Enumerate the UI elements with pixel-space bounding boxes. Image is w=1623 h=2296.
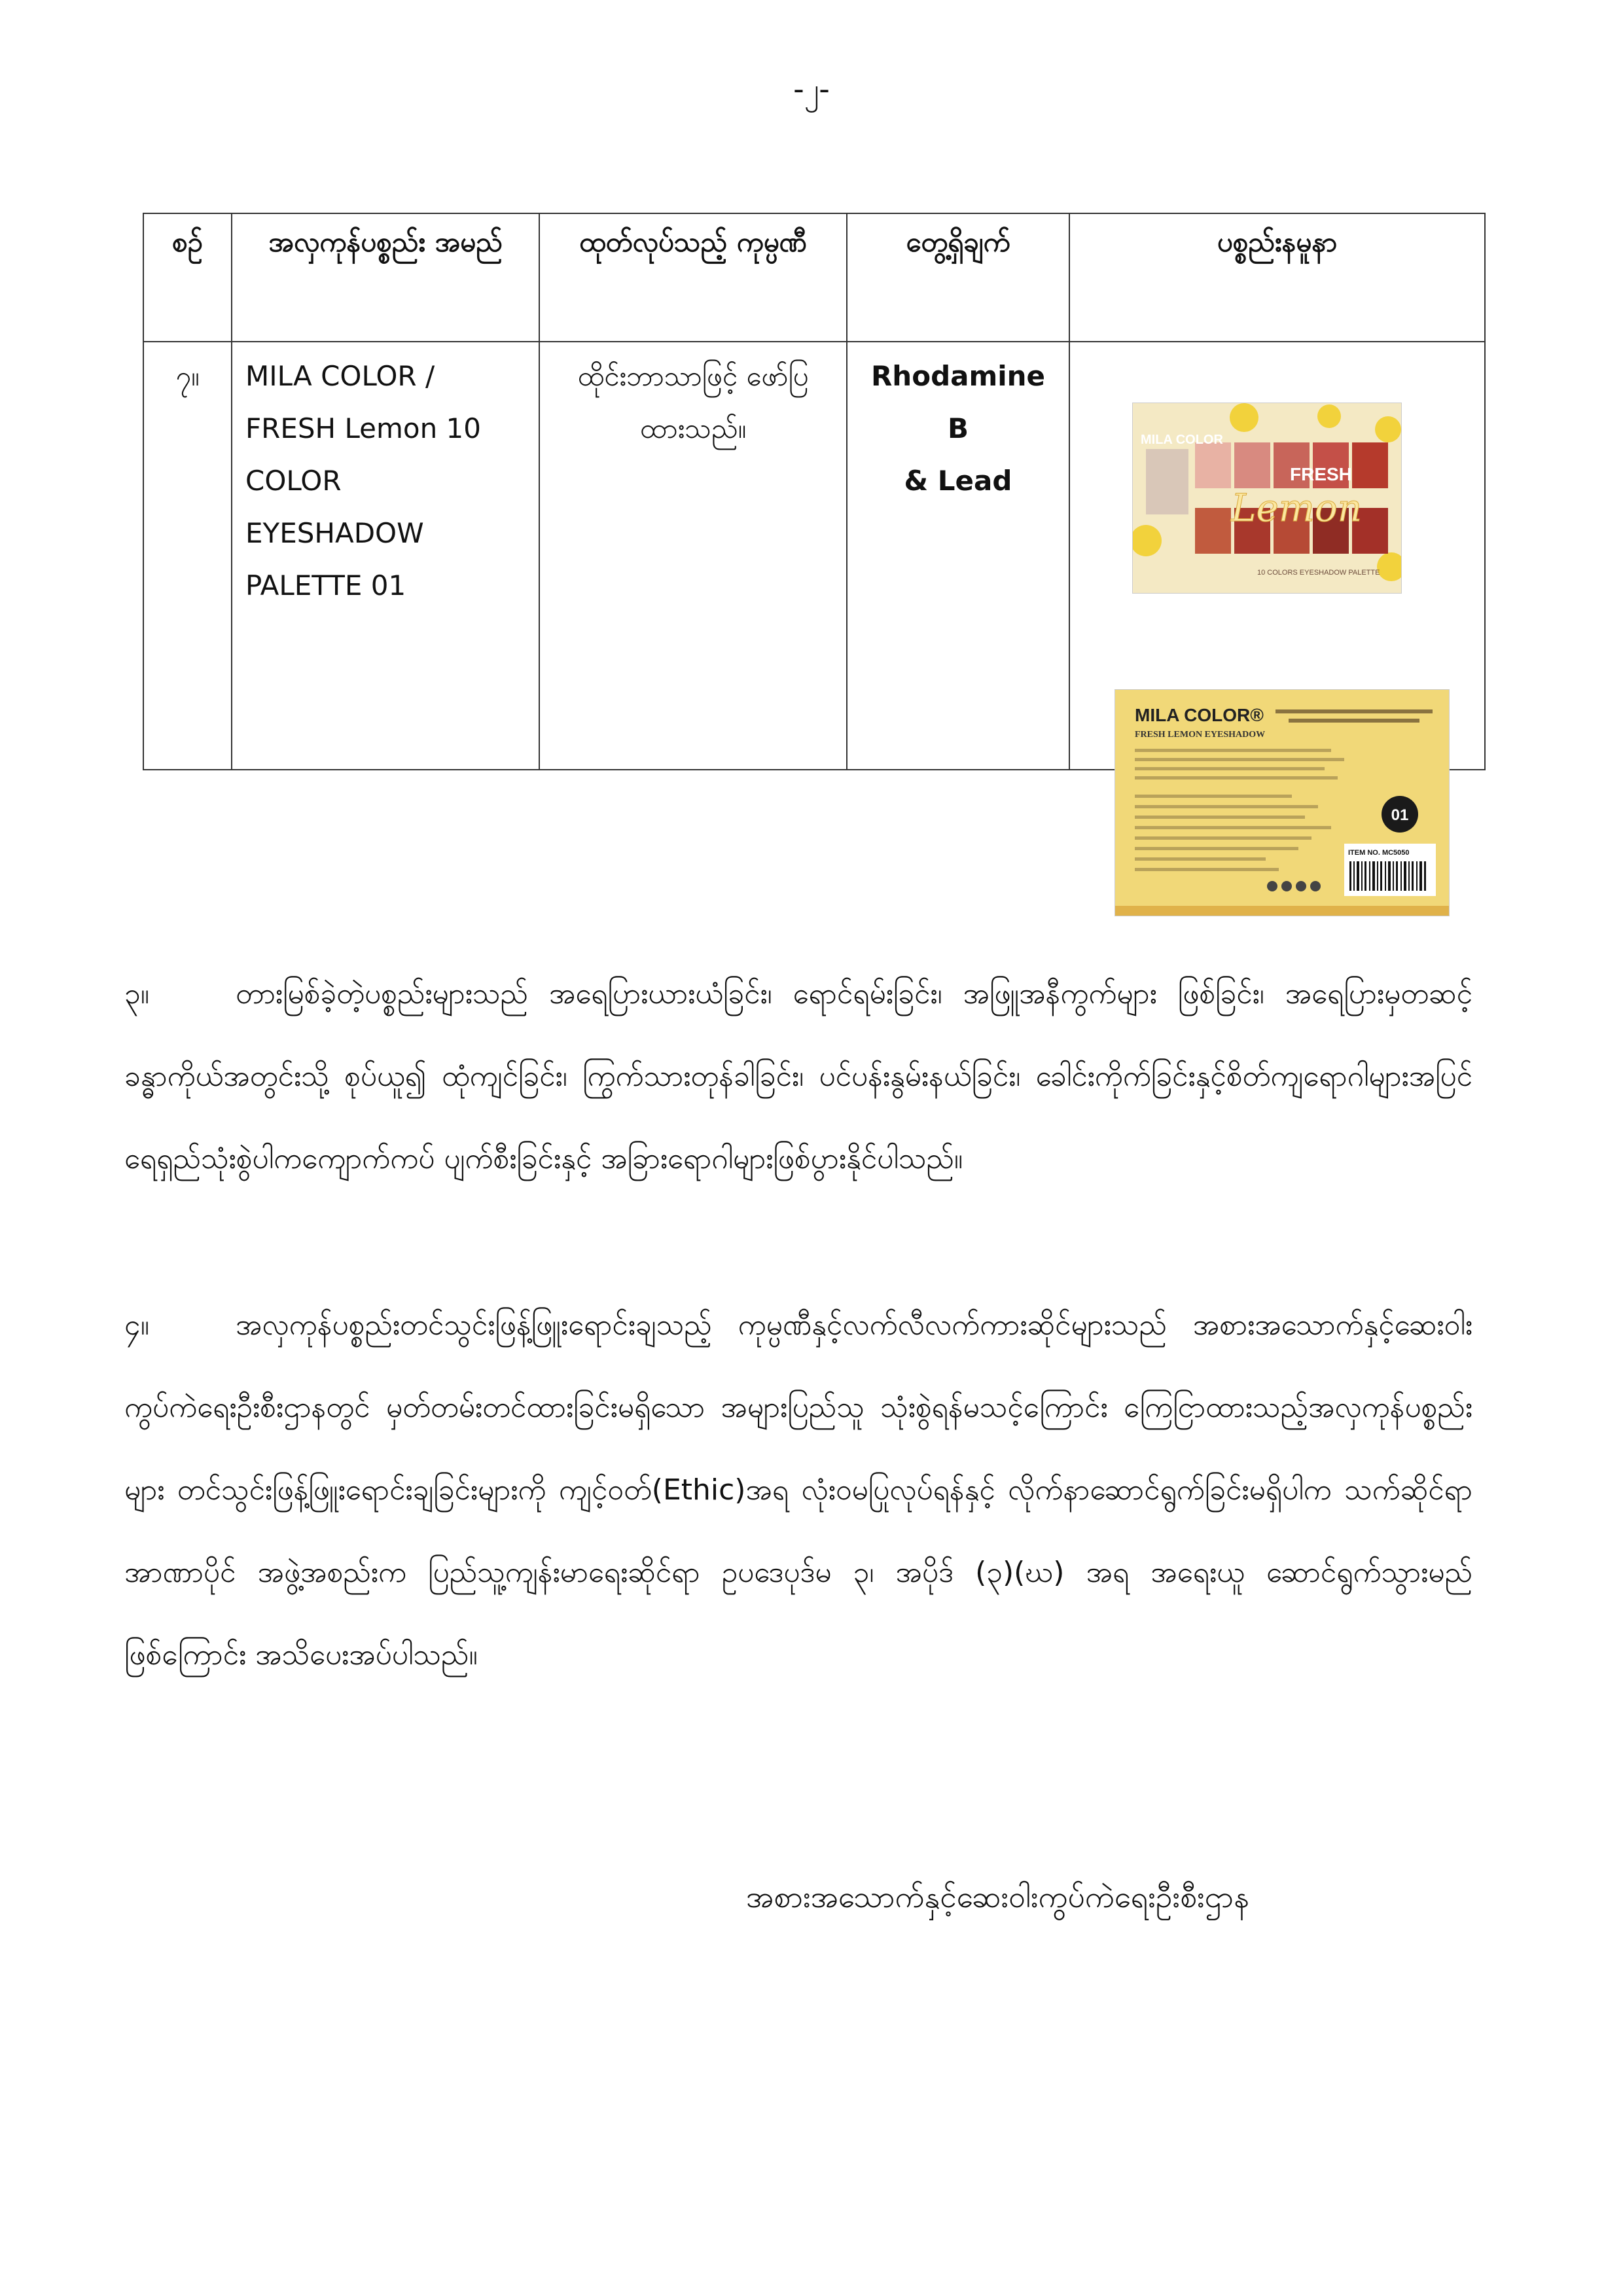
finding-line: Rhodamine B <box>870 360 1046 444</box>
paragraph-4 <box>124 1284 1472 1696</box>
table-header-row <box>143 213 1485 342</box>
back-brand-text: MILA COLOR® <box>1135 705 1264 725</box>
table-row <box>143 342 1485 770</box>
header-product: အလှကုန်ပစ္စည်း အမည် <box>232 213 539 342</box>
header-manufacturer: ထုတ်လုပ်သည့် ကုမ္ပဏီ <box>539 213 847 342</box>
paragraph-text: တားမြစ်ခဲ့တဲ့ပစ္စည်းများသည် အရေပြားယားယံခြင်း၊ ရောင်ရမ်းခြင်း၊ အဖြူအနီကွက်များ ဖြစ်ခြင်း၊ အရေပြားမှတဆင့်ခန္ဓာကိုယ်အတွင်းသို့ စုပ်ယူ၍ ထုံကျင်ခြင်း၊ ကြွက်သားတုန်ခါခြင်း၊ ပင်ပန်းနွမ်းနယ်ခြင်း၊ ခေါင်းကိုက်ခြင်းနှင့်စိတ်ကျရောဂါများအပြင် ရေရှည်သုံးစွဲပါကကျောက်ကပ် ပျက်စီးခြင်းနှင့် အခြားရောဂါများဖြစ်ပွားနိုင်ပါသည်။ <box>124 977 1472 1175</box>
cell-product <box>232 342 539 770</box>
cell-manufacturer: ထိုင်းဘာသာဖြင့် ဖော်ပြထားသည်။ <box>539 342 847 770</box>
front-subtitle-text: 10 COLORS EYESHADOW PALETTE <box>1257 569 1380 577</box>
cell-no: ၇။ <box>143 342 232 770</box>
front-title-1-text: FRESH <box>1290 464 1352 484</box>
paragraph-3 <box>124 953 1472 1200</box>
sample-back-photo <box>1115 689 1450 916</box>
front-brand-text: MILA COLOR <box>1141 433 1223 447</box>
paragraph-text: အလှကုန်ပစ္စည်းတင်သွင်းဖြန့်ဖြူးရောင်းချသည့် ကုမ္ပဏီနှင့်လက်လီလက်ကားဆိုင်များသည် အစားအသောက်နှင့်ဆေးဝါးကွပ်ကဲရေးဦးစီးဌာနတွင် မှတ်တမ်းတင်ထားခြင်းမရှိသော အများပြည်သူ သုံးစွဲရန်မသင့်ကြောင်း ကြေငြာထားသည့်အလှကုန်ပစ္စည်းများ တင်သွင်းဖြန့်ဖြူးရောင်းချခြင်းများကို ကျင့်ဝတ်(Ethic)အရ လုံးဝမပြုလုပ်ရန်နှင့် လိုက်နာဆောင်ရွက်ခြင်းမရှိပါက သက်ဆိုင်ရာအာဏာပိုင် အဖွဲ့အစည်းက ပြည်သူ့ကျန်းမာရေးဆိုင်ရာ ဥပဒေပုဒ်မ ၃၊ အပိုဒ် (၃)(ဃ) အရ အရေးယူ ဆောင်ရွက်သွားမည်ဖြစ်ကြောင်း အသိပေးအပ်ပါသည်။ <box>124 1308 1472 1672</box>
palette-back-image <box>1115 690 1449 916</box>
product-line: MILA COLOR / <box>245 360 435 392</box>
page-number: -၂- <box>793 71 830 107</box>
header-no: စဉ် <box>143 213 232 342</box>
back-item-no-text: ITEM NO. MC5050 <box>1348 849 1410 857</box>
back-product-text: FRESH LEMON EYESHADOW <box>1135 730 1266 740</box>
finding-line: & Lead <box>904 465 1012 497</box>
back-number-text: 01 <box>1391 806 1409 824</box>
product-line: FRESH Lemon 10 <box>245 412 481 444</box>
product-line: PALETTE 01 <box>245 569 406 601</box>
header-findings: တွေ့ရှိချက် <box>847 213 1069 342</box>
front-title-2-text: Lemon <box>1231 486 1363 530</box>
palette-front-image <box>1133 403 1401 593</box>
signature-department: အစားအသောက်နှင့်ဆေးဝါးကွပ်ကဲရေးဦးစီးဌာန <box>746 1879 1249 1914</box>
paragraph-number: ၄။ <box>124 1308 150 1342</box>
sample-front-photo <box>1132 403 1402 594</box>
results-table <box>143 213 1486 857</box>
product-line: COLOR EYESHADOW <box>245 465 424 549</box>
paragraph-number: ၃။ <box>124 977 150 1011</box>
cell-sample <box>1069 342 1485 857</box>
header-sample: ပစ္စည်းနမူနာ <box>1069 213 1485 342</box>
cell-findings <box>847 342 1069 770</box>
